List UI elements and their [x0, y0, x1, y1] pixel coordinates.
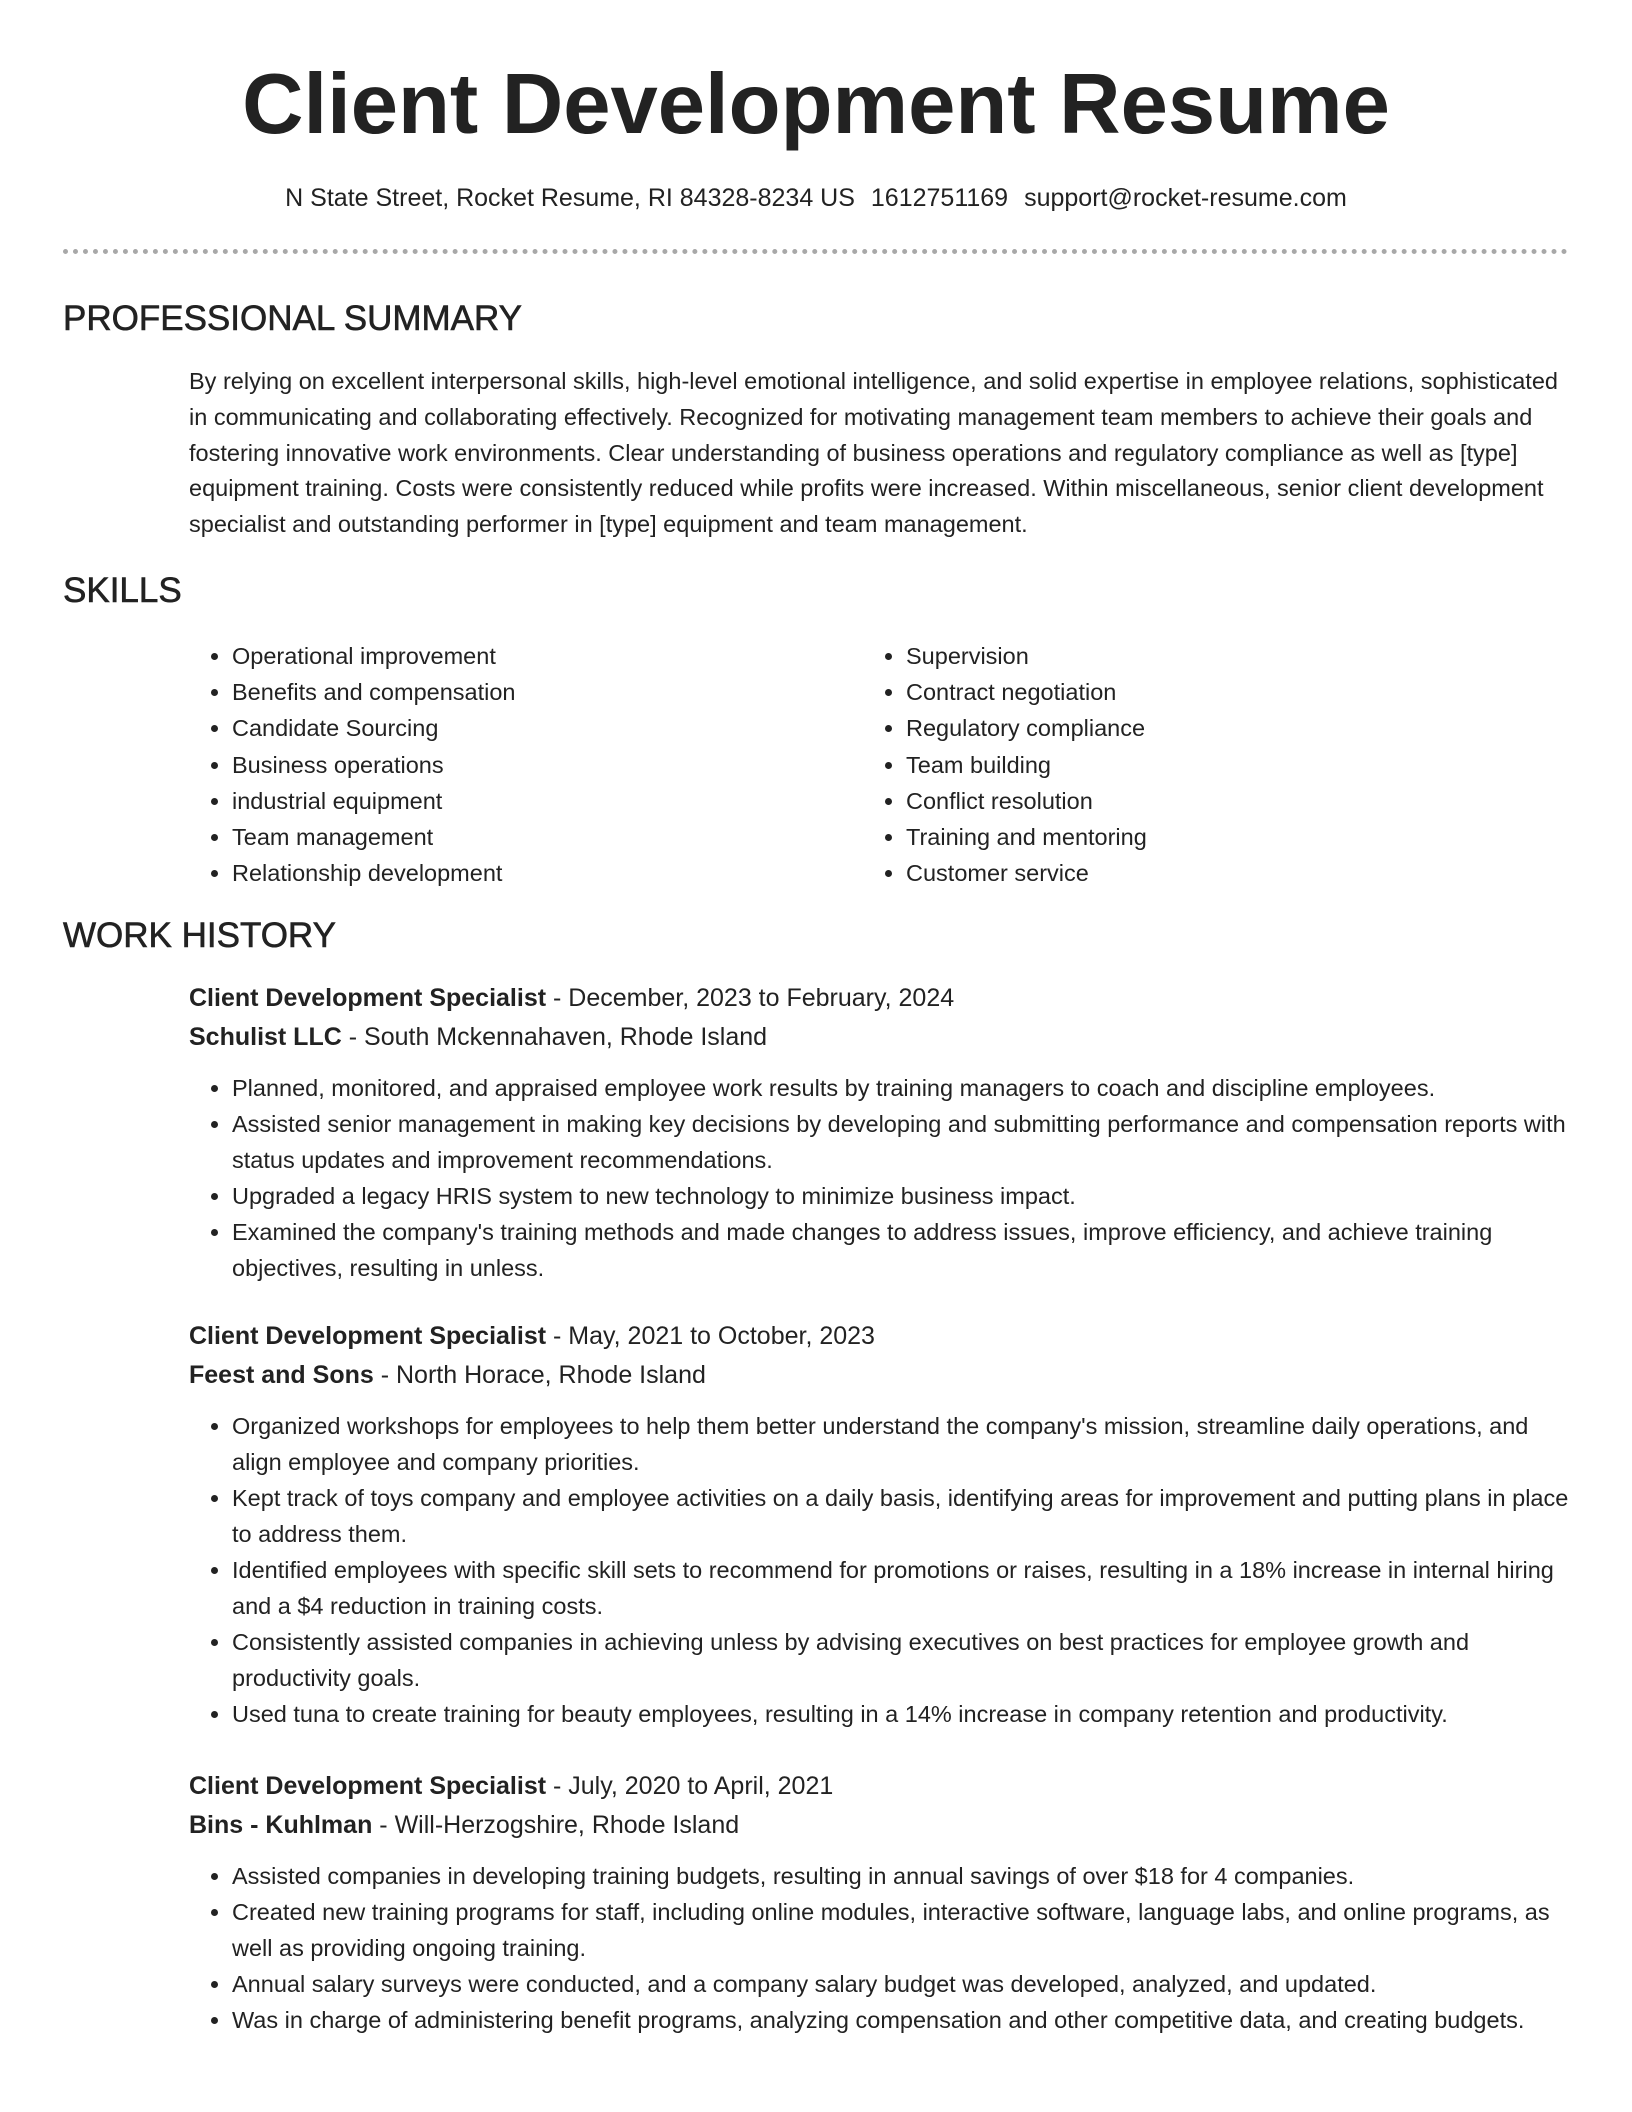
contact-phone: 1612751169: [870, 184, 1009, 212]
job-bullet: • Upgraded a legacy HRIS system to new technology to minimize business impact.: [232, 1178, 1569, 1214]
resume-title: Client Development Resume: [242, 57, 1390, 152]
job-title-line: [189, 1317, 1569, 1356]
job-location: - Will-Herzogshire, Rhode Island: [379, 1811, 740, 1839]
job-bullet: • Organized workshops for employees to help them better understand the company's mission, streamline daily operations, and align employee and company priorities.: [232, 1408, 1569, 1480]
job-title-line: [189, 979, 1569, 1018]
job-bullets: [189, 1858, 1569, 2038]
skill-item: • Training and mentoring: [906, 819, 1526, 855]
job-bullet: • Identified employees with specific skill sets to recommend for promotions or raises, resulting in a 18% increase in internal hiring and a $4 reduction in training costs.: [232, 1552, 1569, 1624]
job-company: Feest and Sons: [189, 1361, 374, 1389]
job-bullet: • Created new training programs for staff, including online modules, interactive software, language labs, and online programs, as well as providing ongoing training.: [232, 1894, 1569, 1966]
job-company: Schulist LLC: [189, 1023, 342, 1051]
job-title: Client Development Specialist: [189, 984, 547, 1012]
job-bullets: [189, 1408, 1569, 1732]
skill-item: • Benefits and compensation: [232, 674, 852, 710]
skill-item: • Customer service: [906, 855, 1526, 891]
job-title-line: [189, 1767, 1569, 1806]
job-title: Client Development Specialist: [189, 1322, 547, 1350]
job-bullet: • Was in charge of administering benefit programs, analyzing compensation and other competitive data, and creating budgets.: [232, 2002, 1569, 2038]
job-title: Client Development Specialist: [189, 1772, 547, 1800]
job-dates: - December, 2023 to February, 2024: [553, 984, 955, 1012]
skill-item: • Contract negotiation: [906, 674, 1526, 710]
skill-item: • Operational improvement: [232, 638, 852, 674]
skill-item: • Team management: [232, 819, 852, 855]
skill-item: • Business operations: [232, 747, 852, 783]
job-company-line: [189, 1018, 1569, 1057]
job-bullet: • Kept track of toys company and employee activities on a daily basis, identifying areas for improvement and putting plans in place to address them.: [232, 1480, 1569, 1552]
skills-heading: SKILLS: [63, 571, 182, 610]
skill-item: • Candidate Sourcing: [232, 710, 852, 746]
summary-text: By relying on excellent interpersonal skills, high-level emotional intelligence, and solid expertise in employee relations, sophisticated in communicating and collaborating effectively. Recognized for motivating management team members to achieve their goals and fostering innovative work environments. Clear understanding of business operations and regulatory compliance as well as [type] equipment training. Costs were consistently reduced while profits were increased. Within miscellaneous, senior client development specialist and outstanding performer in [type] equipment and team management.: [189, 368, 1558, 538]
job-dates: - July, 2020 to April, 2021: [553, 1772, 834, 1800]
skill-item: • Regulatory compliance: [906, 710, 1526, 746]
skill-item: • Relationship development: [232, 855, 852, 891]
job-company-line: [189, 1356, 1569, 1395]
job-bullet: • Assisted companies in developing training budgets, resulting in annual savings of over $18 for 4 companies.: [232, 1858, 1569, 1894]
skills-list-right: [863, 638, 1526, 891]
skill-item: • Team building: [906, 747, 1526, 783]
summary-heading: PROFESSIONAL SUMMARY: [63, 299, 522, 338]
contact-address: N State Street, Rocket Resume, RI 84328-8234 US: [285, 184, 855, 212]
job-entry: [189, 979, 1569, 1286]
work-history-heading: WORK HISTORY: [63, 916, 336, 955]
job-bullet: • Consistently assisted companies in achieving unless by advising executives on best practices for employee growth and productivity goals.: [232, 1624, 1569, 1696]
job-bullets: [189, 1070, 1569, 1286]
job-company-line: [189, 1806, 1569, 1845]
job-bullet: • Used tuna to create training for beauty employees, resulting in a 14% increase in company retention and productivity.: [232, 1696, 1569, 1732]
contact-line: [0, 178, 1632, 218]
contact-email[interactable]: support@rocket-resume.com: [1024, 184, 1347, 212]
skill-item: • industrial equipment: [232, 783, 852, 819]
job-location: - South Mckennahaven, Rhode Island: [348, 1023, 768, 1051]
job-bullet: • Annual salary surveys were conducted, and a company salary budget was developed, analyzed, and updated.: [232, 1966, 1569, 2002]
skill-item: • Conflict resolution: [906, 783, 1526, 819]
header-divider: [63, 249, 1568, 254]
skills-list-left: [189, 638, 852, 891]
job-location: - North Horace, Rhode Island: [380, 1361, 706, 1389]
job-entry: [189, 1767, 1569, 2038]
job-bullet: • Assisted senior management in making key decisions by developing and submitting performance and compensation reports with status updates and improvement recommendations.: [232, 1106, 1569, 1178]
job-dates: - May, 2021 to October, 2023: [553, 1322, 875, 1350]
skill-item: • Supervision: [906, 638, 1526, 674]
job-bullet: • Examined the company's training methods and made changes to address issues, improve efficiency, and achieve training objectives, resulting in unless.: [232, 1214, 1569, 1286]
job-bullet: • Planned, monitored, and appraised employee work results by training managers to coach and discipline employees.: [232, 1070, 1569, 1106]
job-entry: [189, 1317, 1569, 1732]
job-company: Bins - Kuhlman: [189, 1811, 373, 1839]
